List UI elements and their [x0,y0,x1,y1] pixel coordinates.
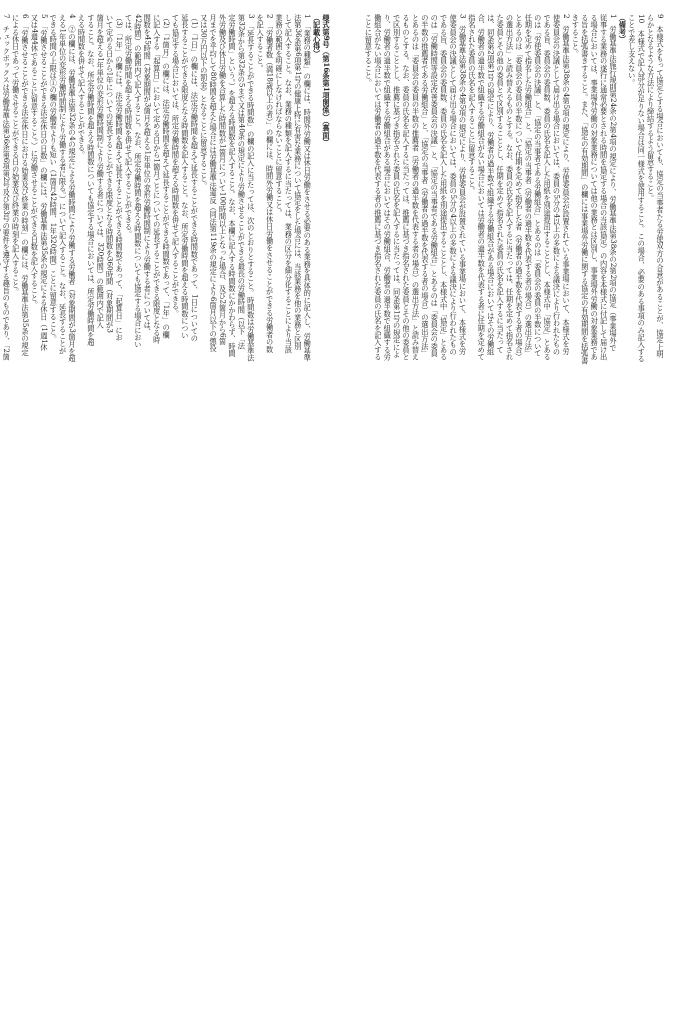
note-line: の半数の推薦者である労働組合」と、「協定の当事者（労働者の過半数を代表する者の場合）の選出方法」 [420,14,430,357]
note-line: 3 労働基準法第38条の4第5項の規定により、労使委員会が設置されている事業場において、本様式を労 [458,14,468,355]
note-line: である旨、委員会の委員数、委員の氏名を記入した用紙を別途提出することとし、本様式中「協定」とある [439,14,449,361]
note-line: 2 労働基準法第38条の4第5項の規定により、労使委員会が設置されている事業場において、本様式を労 [561,14,571,355]
paragraph-line: 業務の範囲を明確にしなければならないことに留意すること。 [274,14,284,217]
document-title: 様式第9号（第16条第1項関係）（裏面） [322,14,331,147]
document-subtitle: （記載心得） [312,14,322,58]
paragraph-line: 延長することができる限度となる時間数を記入すること。なお、所定労働時間を超える時間数につい [180,14,190,339]
paragraph-line: 4 ②の欄には、労働基準法第32条の4の規定による労働時間により労働する労働者（対象期間が3箇月を超 [68,14,78,362]
paragraph-line: 2 「労働者数（満18歳以上の者）」の欄には、時間外労働又は休日労働をさせることができる労働者の数 [265,14,275,353]
paragraph-line: いて定める日から1年についての延長することができる限度となる時間数を360時間（対象期間が3 [105,14,115,333]
paragraph-line: に記入する「起算日」において定める日から1箇月ごとについての延長することができる限度となる時 [152,14,162,344]
paragraph-line: 第32条から第32条の5まで又は第40条の規定により労働させることができる最長の労働時間（以下「法 [237,14,247,350]
note-line: 従事する業務の遂行に通常必要とされる時間を協定する場合の当該協定）の内容を本様式に付記して届け出 [599,14,609,361]
paragraph-line: すること。なお、所定労働時間を超える時間数についても協定する場合においては、所定労働時間を超 [86,14,96,347]
paragraph-line: ことで差し支えない。 [627,14,637,87]
note-line: 使委員会の決議として届け出る場合においては、委員の5分の4以上の多数による議決により行われたもの [449,14,459,356]
paragraph-line: 間数を45時間（対象期間が3箇月を超える1年単位の変形労働時間制により労働する者については、 [143,14,153,336]
paragraph-line: 10 本様式で記入部分が足りない場合は同一様式を使用すること。この場合、必要のある事項のみ記入する [637,14,647,363]
note-line: 1 労働基準法施行規則第24条の2第4項の規定により、労働基準法第38条の2第2項の協定（事業場外で [608,14,618,352]
note-line: は、同条第2項第1号の規定により、労働者の過半数で組織する労働組合がある場合においてはその労働組 [486,14,496,356]
note-line: 指名された委員の氏名を記入することに留意すること。 [467,14,477,195]
paragraph-line: 又は4週4休であることに留意すること。）に労働させることができる日数を記入すること。 [30,14,40,309]
note-line: る旨を括弧書きすること。また、「協定の有効期間」の欄には事業場外労働に関する協定の有効期間を括弧書 [580,14,590,365]
notes-heading: （備考） [618,14,628,43]
paragraph-line: える時間数を併せて記入することができる。 [77,14,87,159]
paragraph-line: 外労働及び休日労働を合算した時間数が1箇月について100時間以上となった場合、及び2箇月から6箇 [218,14,228,345]
note-line: 任期を定めて指名した労働組合」と、「協定の当事者（労働者の過半数を代表する者の場合）の選出方法」 [524,14,534,357]
note-line: の選出方法」と読み替えるものとする。なお、委員の氏名を記入するに当たっては、任期を定めて指名され [505,14,515,361]
note-line: とあるのは「委員会の委員の半数の推薦者（労働者の過半数を代表する者の場合）の選出方法」と読み替え [411,14,421,361]
paragraph-line: による休日であって労働させることができる日の始業及び終業の時刻を記入すること。 [11,14,21,296]
note-line: るものとする。なお、委員の氏名を記入するに当たっては、推薦に基づき指名された委員とその他の委員と [402,14,412,361]
paragraph-line: ても協定する場合においては、所定労働時間を超える時間数を併せて記入することができる。 [171,14,181,318]
paragraph-line: 3 「延長することができる時間数」の欄の記入に当たっては、次のとおりとすること。時間数は労働基準法 [246,14,256,362]
paragraph-line: 又は30万円以下の罰金）となることに留意すること。 [199,14,209,190]
paragraph-line: して記入すること。なお、業務の種類を記入するに当たっては、業務の区分を細分化することにより当該 [284,14,294,354]
paragraph-line: を記入すること。 [256,14,266,72]
paragraph-line [0,14,2,992]
note-line: る場合においては、事業場外労働の対象業務については他の業務とは区別し、事業場外労働の対象業務であ [590,14,600,361]
paragraph-line: 1 「業務の種類」の欄には、時間外労働又は休日労働をさせる必要のある業務を具体的に記入し、労働基準 [303,14,313,362]
paragraph-line: らかとなるような方法により締結するよう留意すること。 [646,14,656,202]
note-line: た委員とその他の委員とで区別することとし、任期を定めて指名された委員の氏名を記入するに当たって [496,14,506,354]
paragraph-line: （1）「1日」の欄には、法定労働時間を超えて延長することができる時間数であって、1日についての [190,14,200,342]
paragraph-line: 9 本様式をもって協定とする場合においても、協定の当事者たる労使双方の合意があることが、協定上明 [656,14,665,358]
paragraph-line: 5 「労働させることができる法定休日の日数」の欄には、労働基準法第35条の規定による休日（1週1休 [39,14,49,352]
note-line: 働組合がない場合においては労働者の過半数を代表する者の推薦に基づき指名された委員の氏名を記入する [373,14,383,361]
paragraph-line: 6 「労働させることができる法定休日における始業及び終業の時刻」の欄には、労働基準法第35条の規定 [21,14,30,357]
paragraph-line: 7 チェックボックスは労働基準法第36条第6項第2号及び第3号の要件を遵守する趣旨のものであり、「2箇 [2,14,12,361]
paragraph-line: 法第36条第6項第1号の健康上特に有害な業務について協定をした場合には、当該業務を他の業務と区別 [293,14,303,351]
paragraph-line: （2）「1箇月」の欄には、法定労働時間を超えて延長することができる時間数であって、「1年」の欄 [162,14,172,339]
paragraph-line: 42時間）の範囲内で記入すること。なお、所定労働時間を超える時間数についても協定する場合におい [133,14,143,349]
note-line: である旨、委員会の委員数、委員の氏名を記入した用紙を別途提出することとし、本様式中「協定」とある [543,14,553,361]
column-left [2,14,331,992]
paragraph-line: できる時間の上限は①の欄の労働者よりも短い（1箇月42時間、1年320時間）ことに留意すること。 [49,14,59,343]
note-line: のは「労働時間等設定改善委員会の決議」と、「協定の当事者である労働組合」とあるのは「委員会の委員 [430,14,440,357]
paragraph-line: える1年単位の変形労働時間制により労働する者に限る。）について記入すること。なお、延長することが [58,14,68,355]
paragraph-line: 月までを平均して80時間を超えた場合には労働基準法違反（同法第119条の規定により6箇月以下の懲役 [209,14,219,353]
note-line: きすること。 [571,14,581,58]
note-line: とあるのは「委員会の委員の半数について任期を定めて指名した者（労働者の過半数を代表する者の場合） [514,14,524,361]
note-line: ことに留意すること。 [364,14,374,87]
paragraph-line: 定労働時間」という。）を超える時間数を記入すること。なお、本欄に記入する時間数にかかわらず、時間 [227,14,237,357]
paragraph-line: ては、所定労働時間を超える時間数を併せて記入することができる。 [124,14,134,238]
note-line: 合、労働者の過半数で組織する労働組合がない場合においては労働者の過半数を代表する者に任期を定めて [477,14,487,361]
paragraph-line: （3）「1年」の欄には、法定労働時間を超えて延長することができる時間数であって、「起算日」にお [115,14,125,341]
note-line: で区別することとし、推薦に基づき指名された委員の氏名を記入するに当たっては、同条第1号の規定によ [392,14,402,358]
paragraph-line: 箇月を超える1年単位の変形労働時間制により労働する者については、320時間）の範囲内で記入 [96,14,106,329]
column-right [339,14,665,992]
note-line: 使委員会の決議として届け出る場合においては、委員の5分の4以上の多数による議決により行われたもの [552,14,562,356]
note-line: り、労働者の過半数で組織する労働組合がある場合においてはその労働組合、労働者の過半数で組織する労 [383,14,393,361]
note-line: のは「労使委員会の決議」と、「協定の当事者である労働組合」とあるのは「委員会の委員の半数について [533,14,543,357]
